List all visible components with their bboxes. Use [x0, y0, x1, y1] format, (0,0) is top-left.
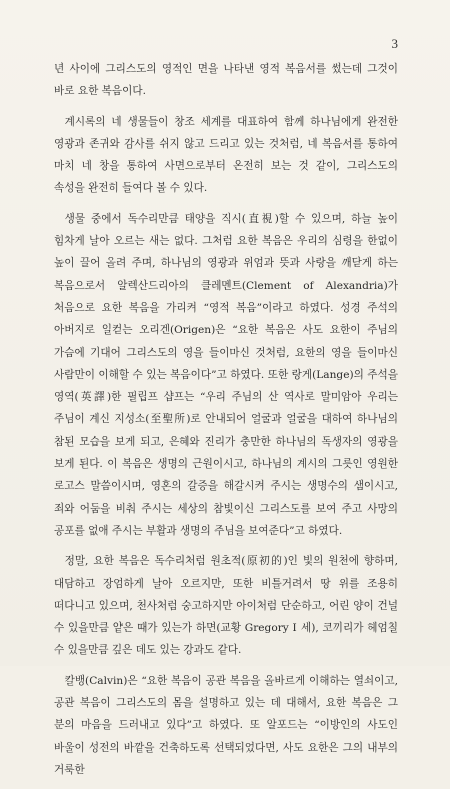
page-number: 3	[391, 36, 398, 51]
paragraph-5: 칼뱅(Calvin)은 “요한 복음이 공관 복음을 올바르게 이해하는 열쇠이고, 공관 복음이 그리스도의 몸을 설명하고 있는 데 대해서, 요한 복음은 그 분의 마음을 드러내고 있다”고 하였다. 또 알포드는 “이방인의 사도인 바울이 성전의 바깥을 건축하도록 선택되었다면, 사도 요한은 그의 내부의 거룩한	[54, 674, 398, 776]
paragraph-2: 계시록의 네 생물들이 창조 세계를 대표하여 함께 하나님에게 완전한 영광과 존귀와 감사를 쉬지 않고 드리고 있는 것처럼, 네 복음서를 통하여 마치 네 창을 통하여 사면으로부터 온전히 보는 것 같이, 그리스도의 속성을 완전히 들여다 볼 수 있다.	[54, 115, 398, 195]
paragraph-3: 생물 중에서 독수리만큼 태양을 직시(直視)할 수 있으며, 하늘 높이 힘차게 날아 오르는 새는 없다. 그처럼 요한 복음은 우리의 심령을 한없이 높이 끌어 올려 주며, 하나님의 영광과 위엄과 뜻과 사랑을 깨닫게 하는 복음으로서 알렉산드리아의 클레멘트(Clement of Alexandria)가 처음으로 요한 복음을 가리켜 “영적 복음”이라고 하였다. 성경 주석의 아버지로 일컫는 오리겐(Origen)은 “요한 복음은 사도 요한이 주님의 가슴에 기대어 그리스도의 영을 들이마신 것처럼, 요한의 영을 들이마신 사람만이 이해할 수 있는 복음이다”고 하였다. 또한 랑게(Lange)의 주석을 영역(英譯)한 필립프 샵프는 “우리 주님의 산 역사로 말미암아 우리는 주님이 계신 지성소(至聖所)로 안내되어 얼굴과 얼굴을 대하여 하나님의 참된 모습을 보게 되고, 은혜와 진리가 충만한 하나님의 독생자의 영광을 보게 된다. 이 복음은 생명의 근원이시고, 하나님의 계시의 그릇인 영원한 로고스 말씀이시며, 영혼의 갈증을 해갈시켜 주시는 생명수의 샘이시고, 죄와 어둠을 비춰 주시는 세상의 참빛이신 그리스도를 보여 주고 사망의 공포를 없애 주시는 부활과 생명의 주님을 보여준다”고 하였다.	[54, 212, 398, 537]
body-text	[54, 58, 398, 789]
paragraph-1: 년 사이에 그리스도의 영적인 면을 나타낸 영적 복음서를 썼는데 그것이 바로 요한 복음이다.	[54, 63, 398, 98]
paragraph-4: 정말, 요한 복음은 독수리처럼 원초적(原初的)인 빛의 원천에 향하며, 대담하고 장엄하게 날아 오르지만, 또한 비틀거려서 땅 위를 조용히 떠다니고 있으며, 천사처럼 숭고하지만 아이처럼 단순하고, 어린 양이 건널 수 있을만큼 얕은 때가 있는가 하면(교황 Gregory Ⅰ 세), 코끼리가 헤엄칠 수 있을만큼 깊은 데도 있는 강과도 같다.	[54, 555, 398, 657]
